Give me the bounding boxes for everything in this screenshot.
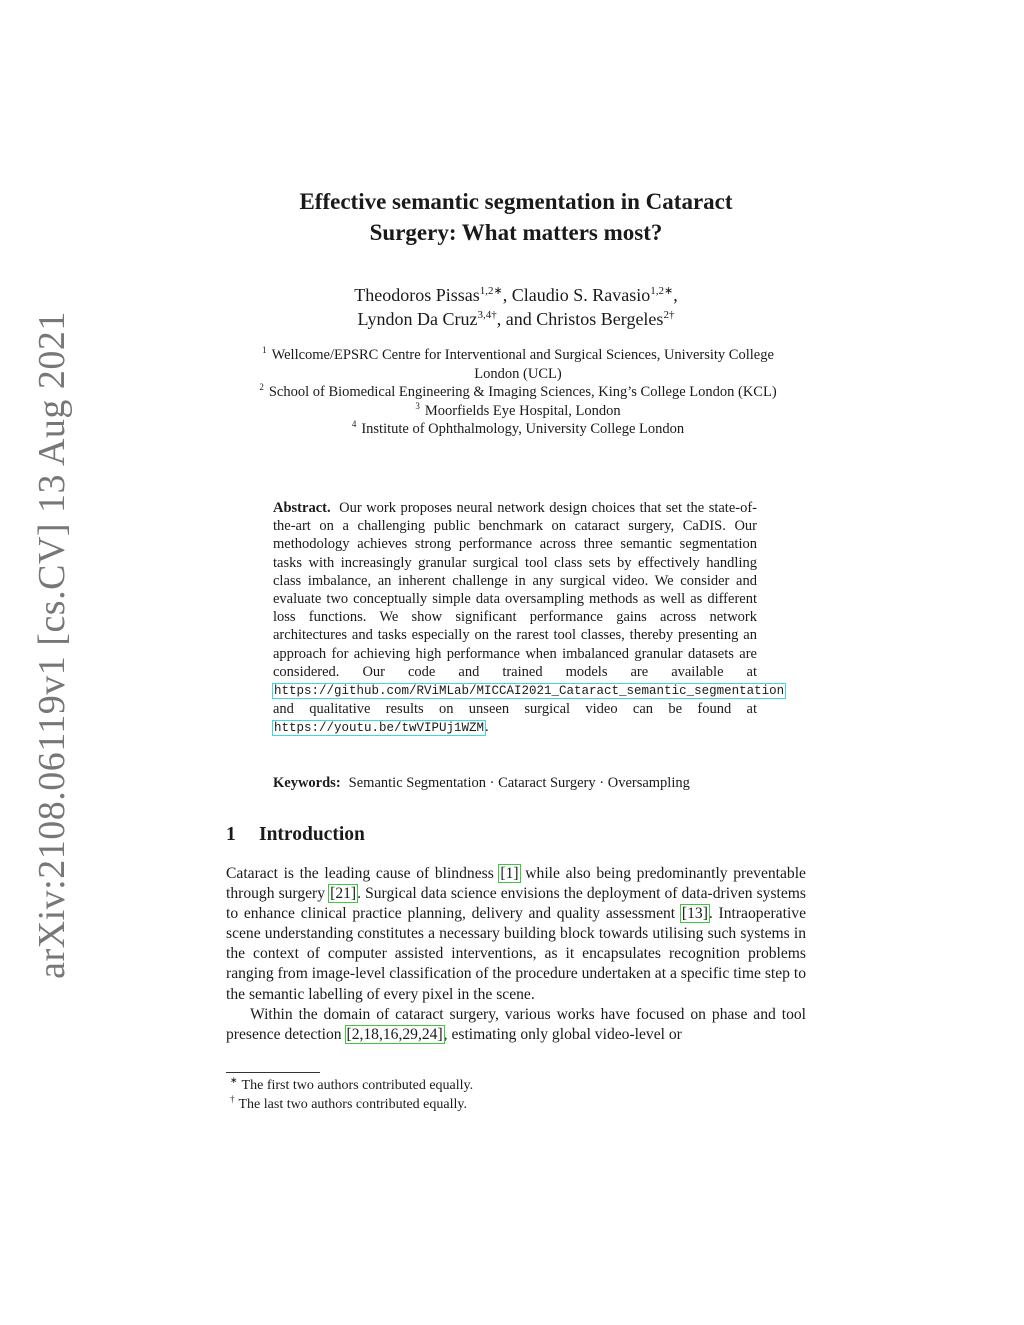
- author-name: , and Christos Bergeles: [496, 309, 664, 329]
- paragraph-text: while also being predominantly preventable through surgery: [226, 865, 806, 903]
- author-affiliation-mark: 3,4†: [477, 309, 497, 321]
- affiliation: [240, 402, 796, 421]
- citation-link[interactable]: [2,18,16,29,24]: [346, 1025, 443, 1043]
- section-number: 1: [226, 824, 236, 845]
- footnote-text: The last two authors contributed equally.: [238, 1097, 467, 1112]
- author-affiliation-mark: 2†: [663, 309, 675, 321]
- introduction-body: [226, 864, 806, 1045]
- author-name: Theodoros Pissas: [354, 285, 480, 305]
- abstract-end: .: [485, 719, 489, 736]
- arxiv-identifier: arXiv:2108.06119v1 [cs.CV] 13 Aug 2021: [31, 311, 73, 979]
- author-affiliation-mark: 1,2∗: [479, 285, 503, 297]
- paragraph-text: Within the domain of cataract surgery, various works have focused on phase and tool presence detection: [226, 1005, 806, 1043]
- author-line-1: [226, 283, 806, 307]
- footnote: [230, 1076, 790, 1095]
- affiliation-number: 4: [351, 419, 357, 429]
- paragraph-text: . Intraoperative scene understanding constitutes a necessary building block towards utilising such systems in the context of computer assisted interventions, as it encapsulates recognition problems ranging from image-level classification of the procedure undertaken at a specific time step to the semantic labelling of every pixel in the scene.: [226, 905, 806, 1003]
- paper-title: [226, 186, 806, 248]
- author-line-2: [226, 307, 806, 331]
- affiliation-text: Institute of Ophthalmology, University College London: [361, 421, 685, 437]
- footnote-text: The first two authors contributed equally.: [241, 1078, 474, 1093]
- author-name: Lyndon Da Cruz: [357, 309, 478, 329]
- affiliation-text: School of Biomedical Engineering & Imaging Sciences, King’s College London (KCL): [268, 384, 777, 400]
- paragraph-text: , estimating only global video-level or: [443, 1025, 682, 1043]
- affiliation-number: 1: [262, 345, 267, 355]
- citation-link[interactable]: [1]: [500, 865, 519, 882]
- footnotes: [230, 1076, 790, 1114]
- footnote: [230, 1095, 790, 1114]
- paragraph-text: Cataract is the leading cause of blindness: [226, 865, 494, 882]
- keywords: [273, 774, 763, 792]
- citation-link[interactable]: [21]: [330, 885, 357, 903]
- author-name: , Claudio S. Ravasio: [502, 285, 651, 305]
- abstract-text-2: and qualitative results on unseen surgical video can be found at: [273, 701, 757, 718]
- affiliation: [240, 346, 796, 383]
- affiliation: [240, 383, 796, 402]
- affiliation-text: Wellcome/EPSRC Centre for Interventional and Surgical Sciences, University College London (UCL): [271, 347, 774, 382]
- paragraph-text: . Surgical data science envisions the deployment of data-driven systems to enhance clinical practice planning, delivery and quality assessment: [226, 885, 806, 923]
- affiliation-number: 2: [259, 382, 264, 392]
- abstract-text: Our work proposes neural network design choices that set the state-of-the-art on a challenging public benchmark on cataract surgery, CaDIS. Our methodology achieves strong performance across three semantic segmentation tasks with increasingly granular surgical tool class sets by effectively handling class imbalance, an inherent challenge in any surgical video. We consider and evaluate two conceptually simple data oversampling methods as well as different loss functions. We show significant performance gains across network architectures and tasks especially on the rarest tool classes, thereby presenting an approach for achieving high performance when imbalanced granular datasets are considered. Our code and trained models are available at: [273, 500, 758, 680]
- abstract: [273, 499, 785, 738]
- footnote-mark: ∗: [230, 1075, 238, 1085]
- affiliation: [240, 420, 796, 439]
- section-heading: [226, 824, 365, 846]
- abstract-label: Abstract.: [273, 500, 331, 516]
- title-line-1: Effective semantic segmentation in Cataract: [299, 189, 733, 214]
- code-link[interactable]: https://github.com/RViMLab/MICCAI2021_Cataract_semantic_segmentation: [274, 684, 785, 699]
- keywords-label: Keywords:: [273, 775, 341, 791]
- author-separator: ,: [673, 285, 678, 305]
- author-list: [226, 283, 806, 331]
- title-line-2: Surgery: What matters most?: [369, 220, 663, 245]
- footnote-divider: [226, 1072, 320, 1073]
- section-title: Introduction: [259, 824, 365, 845]
- paragraph: [226, 1005, 806, 1045]
- paragraph: [226, 864, 806, 1005]
- keywords-text: Semantic Segmentation · Cataract Surgery · Oversampling: [348, 775, 690, 791]
- video-link[interactable]: https://youtu.be/twVIPUj1WZM: [274, 721, 485, 736]
- affiliation-number: 3: [415, 400, 420, 411]
- citation-link[interactable]: [13]: [681, 905, 708, 923]
- affiliations: [240, 346, 796, 439]
- affiliation-text: Moorfields Eye Hospital, London: [424, 402, 621, 419]
- footnote-mark: †: [230, 1094, 235, 1104]
- author-affiliation-mark: 1,2∗: [650, 285, 674, 297]
